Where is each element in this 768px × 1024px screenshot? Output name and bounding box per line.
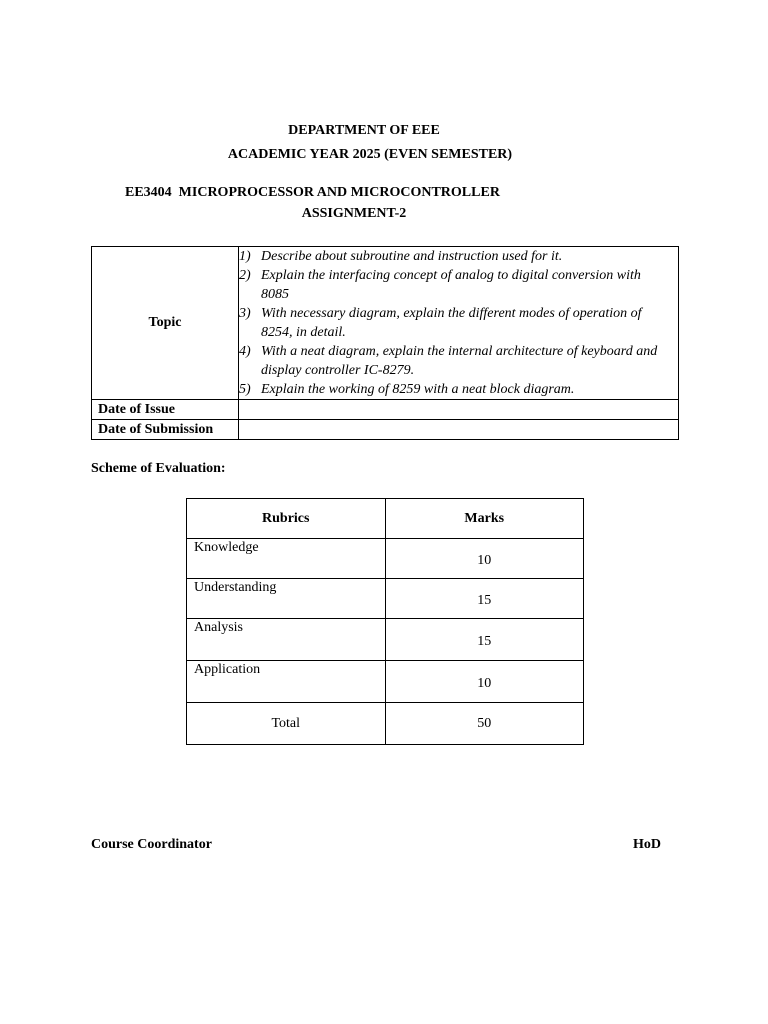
list-item (239, 247, 678, 266)
list-item (239, 342, 678, 380)
topic-number: 4) (239, 344, 251, 359)
rubrics-column-header: Rubrics (187, 499, 386, 539)
topic-list-cell (239, 247, 679, 400)
total-label: Total (187, 703, 386, 745)
rubric-criterion: Analysis (187, 619, 386, 661)
rubric-marks: 15 (385, 619, 584, 661)
list-item (239, 266, 678, 304)
topic-number: 2) (239, 268, 251, 283)
table-row (187, 579, 584, 619)
topic-text: Explain the interfacing concept of analog to digital conversion with 8085 (261, 268, 641, 302)
academic-year: ACADEMIC YEAR 2025 (EVEN SEMESTER) (227, 147, 513, 162)
list-item (239, 304, 678, 342)
topic-text: Explain the working of 8259 with a neat block diagram. (261, 382, 575, 397)
marks-column-header: Marks (385, 499, 584, 539)
rubric-marks: 10 (385, 539, 584, 579)
list-item (239, 380, 678, 399)
topic-number: 5) (239, 382, 251, 397)
assignment-info-table (91, 246, 679, 440)
scheme-title: Scheme of Evaluation: (91, 461, 226, 476)
topic-number: 1) (239, 249, 251, 264)
department-title: DEPARTMENT OF EEE (288, 123, 440, 138)
rubric-marks: 15 (385, 579, 584, 619)
date-of-issue-label: Date of Issue (92, 400, 239, 420)
table-row (187, 661, 584, 703)
topic-text: Describe about subroutine and instruction used for it. (261, 249, 563, 264)
topic-text: With a neat diagram, explain the internal architecture of keyboard and display controller IC-8279. (261, 344, 658, 378)
rubric-criterion: Understanding (187, 579, 386, 619)
course-coordinator-signature: Course Coordinator (91, 837, 212, 852)
date-of-submission-row (92, 420, 679, 440)
topic-label: Topic (92, 247, 239, 400)
topic-number: 3) (239, 306, 251, 321)
table-row (187, 619, 584, 661)
rubric-header-row (187, 499, 584, 539)
course-title: EE3404 MICROPROCESSOR AND MICROCONTROLLER (125, 185, 500, 200)
date-of-submission-label: Date of Submission (92, 420, 239, 440)
rubric-marks: 10 (385, 661, 584, 703)
rubric-criterion: Knowledge (187, 539, 386, 579)
date-of-issue-value (239, 400, 679, 420)
assignment-title: ASSIGNMENT-2 (301, 206, 407, 221)
date-of-submission-value (239, 420, 679, 440)
hod-signature: HoD (633, 837, 661, 852)
topic-list (239, 247, 678, 399)
topic-text: With necessary diagram, explain the different modes of operation of 8254, in detail. (261, 306, 642, 340)
rubric-criterion: Application (187, 661, 386, 703)
date-of-issue-row (92, 400, 679, 420)
total-marks: 50 (385, 703, 584, 745)
table-row (187, 539, 584, 579)
rubric-table (186, 498, 584, 745)
topic-row (92, 247, 679, 400)
total-row (187, 703, 584, 745)
